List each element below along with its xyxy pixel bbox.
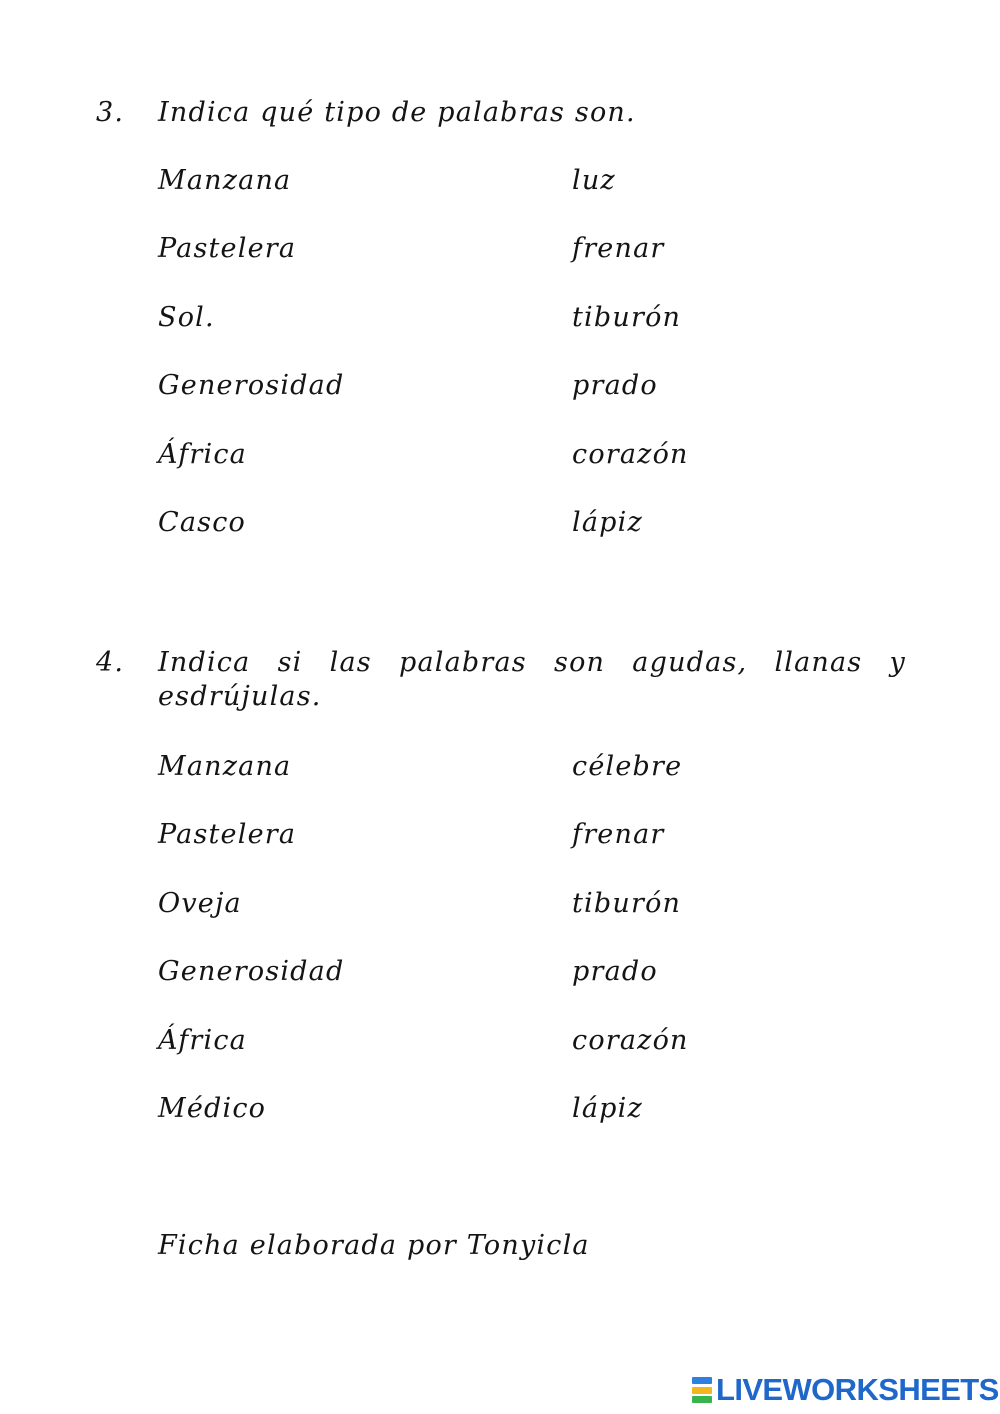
liveworksheets-brand — [692, 1373, 999, 1407]
word-left: Manzana — [158, 751, 292, 782]
exercise-4-word-list — [158, 750, 918, 1160]
word-right: corazón — [572, 438, 689, 470]
word-left: Manzana — [158, 165, 292, 196]
exercise-3-instruction: Indica qué tipo de palabras son. — [158, 97, 636, 128]
exercise-4-instruction: Indica si las palabras son agudas, llanas y esdrújulas. — [158, 647, 906, 712]
word-row — [158, 369, 918, 437]
liveworksheets-logo-icon — [692, 1377, 712, 1403]
word-row — [158, 750, 918, 818]
word-left: África — [158, 1024, 247, 1056]
word-left: Médico — [158, 1092, 267, 1124]
word-row — [158, 1024, 918, 1092]
word-left: Generosidad — [158, 370, 345, 402]
word-right: tiburón — [572, 887, 682, 919]
exercise-4-number: 4. — [96, 647, 125, 678]
word-right: corazón — [572, 1024, 689, 1056]
word-right: lápiz — [572, 1092, 643, 1124]
word-left: África — [158, 438, 247, 470]
word-row — [158, 955, 918, 1023]
word-right: prado — [572, 370, 658, 402]
word-right: tiburón — [572, 301, 682, 333]
word-row — [158, 1092, 918, 1160]
word-row — [158, 438, 918, 506]
word-left: Casco — [158, 506, 246, 538]
word-right: prado — [572, 956, 658, 988]
word-left: Sol. — [158, 301, 215, 333]
word-row — [158, 301, 918, 369]
word-row — [158, 887, 918, 955]
word-left: Generosidad — [158, 956, 345, 988]
exercise-3-number: 3. — [96, 97, 125, 128]
word-right: célebre — [572, 751, 683, 782]
word-left: Pastelera — [158, 819, 297, 851]
word-right: frenar — [572, 233, 665, 265]
word-row — [158, 506, 918, 574]
word-right: luz — [572, 165, 616, 196]
word-row — [158, 818, 918, 886]
word-left: Oveja — [158, 887, 242, 919]
word-left: Pastelera — [158, 233, 297, 265]
brand-text: LIVEWORKSHEETS — [716, 1372, 999, 1407]
word-row — [158, 164, 918, 232]
footer-credit: Ficha elaborada por Tonyicla — [158, 1230, 590, 1261]
word-right: lápiz — [572, 506, 643, 538]
exercise-3-word-list — [158, 164, 918, 574]
word-right: frenar — [572, 819, 665, 851]
word-row — [158, 232, 918, 300]
